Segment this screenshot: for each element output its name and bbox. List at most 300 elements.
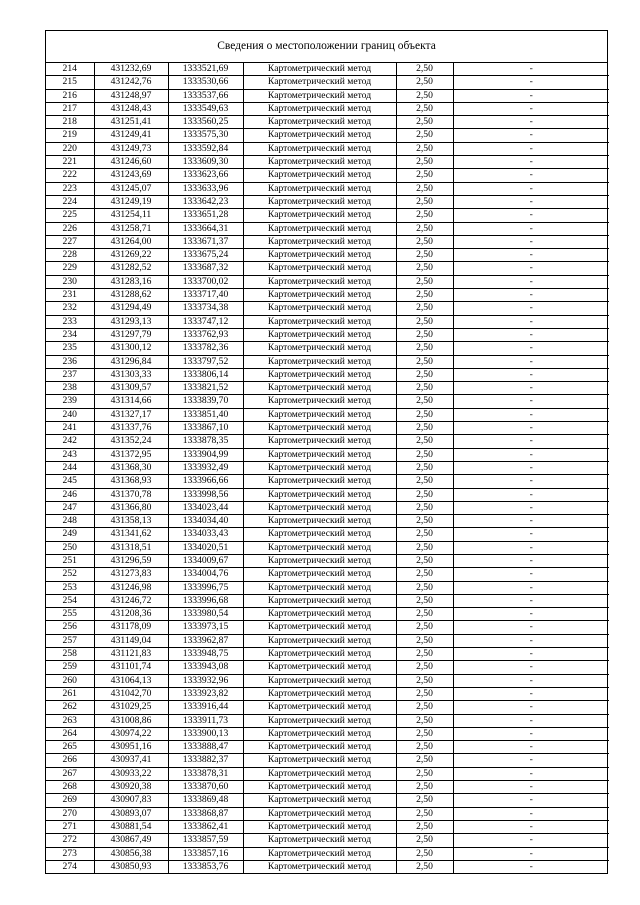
y-coordinate-cell: 1333888,47 bbox=[168, 741, 243, 754]
table-row bbox=[46, 568, 609, 581]
table-row bbox=[46, 89, 609, 102]
description-cell: - bbox=[453, 834, 609, 847]
x-coordinate-cell: 431042,70 bbox=[94, 687, 168, 700]
accuracy-cell: 2,50 bbox=[396, 222, 453, 235]
x-coordinate-cell: 431370,78 bbox=[94, 488, 168, 501]
accuracy-cell: 2,50 bbox=[396, 102, 453, 115]
x-coordinate-cell: 430850,93 bbox=[94, 860, 168, 873]
accuracy-cell: 2,50 bbox=[396, 182, 453, 195]
y-coordinate-cell: 1333717,40 bbox=[168, 289, 243, 302]
x-coordinate-cell: 430937,41 bbox=[94, 754, 168, 767]
point-number-cell: 257 bbox=[46, 634, 94, 647]
accuracy-cell: 2,50 bbox=[396, 461, 453, 474]
x-coordinate-cell: 431352,24 bbox=[94, 435, 168, 448]
description-cell: - bbox=[453, 608, 609, 621]
method-cell: Картометрический метод bbox=[243, 714, 396, 727]
point-number-cell: 258 bbox=[46, 648, 94, 661]
table-row bbox=[46, 395, 609, 408]
point-number-cell: 261 bbox=[46, 687, 94, 700]
x-coordinate-cell: 431296,59 bbox=[94, 554, 168, 567]
point-number-cell: 246 bbox=[46, 488, 94, 501]
accuracy-cell: 2,50 bbox=[396, 302, 453, 315]
accuracy-cell: 2,50 bbox=[396, 687, 453, 700]
accuracy-cell: 2,50 bbox=[396, 116, 453, 129]
y-coordinate-cell: 1334034,40 bbox=[168, 515, 243, 528]
table-row bbox=[46, 182, 609, 195]
point-number-cell: 265 bbox=[46, 741, 94, 754]
point-number-cell: 262 bbox=[46, 701, 94, 714]
x-coordinate-cell: 430933,22 bbox=[94, 767, 168, 780]
point-number-cell: 237 bbox=[46, 368, 94, 381]
document-title: Сведения о местоположении границ объекта bbox=[46, 31, 607, 63]
description-cell: - bbox=[453, 142, 609, 155]
accuracy-cell: 2,50 bbox=[396, 515, 453, 528]
description-cell: - bbox=[453, 328, 609, 341]
point-number-cell: 250 bbox=[46, 541, 94, 554]
point-number-cell: 266 bbox=[46, 754, 94, 767]
table-row bbox=[46, 807, 609, 820]
description-cell: - bbox=[453, 581, 609, 594]
table-row bbox=[46, 435, 609, 448]
method-cell: Картометрический метод bbox=[243, 102, 396, 115]
x-coordinate-cell: 430951,16 bbox=[94, 741, 168, 754]
method-cell: Картометрический метод bbox=[243, 754, 396, 767]
table-row bbox=[46, 661, 609, 674]
table-row bbox=[46, 275, 609, 288]
table-row bbox=[46, 302, 609, 315]
accuracy-cell: 2,50 bbox=[396, 435, 453, 448]
table-row bbox=[46, 408, 609, 421]
accuracy-cell: 2,50 bbox=[396, 235, 453, 248]
method-cell: Картометрический метод bbox=[243, 501, 396, 514]
x-coordinate-cell: 431293,13 bbox=[94, 315, 168, 328]
method-cell: Картометрический метод bbox=[243, 554, 396, 567]
method-cell: Картометрический метод bbox=[243, 355, 396, 368]
table-row bbox=[46, 209, 609, 222]
method-cell: Картометрический метод bbox=[243, 568, 396, 581]
y-coordinate-cell: 1333651,28 bbox=[168, 209, 243, 222]
table-row bbox=[46, 102, 609, 115]
y-coordinate-cell: 1333857,16 bbox=[168, 847, 243, 860]
accuracy-cell: 2,50 bbox=[396, 76, 453, 89]
method-cell: Картометрический метод bbox=[243, 741, 396, 754]
method-cell: Картометрический метод bbox=[243, 834, 396, 847]
table-row bbox=[46, 860, 609, 873]
x-coordinate-cell: 431314,66 bbox=[94, 395, 168, 408]
point-number-cell: 236 bbox=[46, 355, 94, 368]
x-coordinate-cell: 431232,69 bbox=[94, 63, 168, 76]
accuracy-cell: 2,50 bbox=[396, 156, 453, 169]
point-number-cell: 274 bbox=[46, 860, 94, 873]
table-row bbox=[46, 315, 609, 328]
description-cell: - bbox=[453, 262, 609, 275]
method-cell: Картометрический метод bbox=[243, 488, 396, 501]
point-number-cell: 243 bbox=[46, 448, 94, 461]
y-coordinate-cell: 1333870,60 bbox=[168, 781, 243, 794]
x-coordinate-cell: 431358,13 bbox=[94, 515, 168, 528]
x-coordinate-cell: 431303,33 bbox=[94, 368, 168, 381]
x-coordinate-cell: 430920,38 bbox=[94, 781, 168, 794]
y-coordinate-cell: 1333862,41 bbox=[168, 820, 243, 833]
method-cell: Картометрический метод bbox=[243, 461, 396, 474]
x-coordinate-cell: 431251,41 bbox=[94, 116, 168, 129]
table-row bbox=[46, 342, 609, 355]
method-cell: Картометрический метод bbox=[243, 475, 396, 488]
accuracy-cell: 2,50 bbox=[396, 794, 453, 807]
x-coordinate-cell: 431254,11 bbox=[94, 209, 168, 222]
y-coordinate-cell: 1333734,38 bbox=[168, 302, 243, 315]
x-coordinate-cell: 431273,83 bbox=[94, 568, 168, 581]
method-cell: Картометрический метод bbox=[243, 701, 396, 714]
point-number-cell: 249 bbox=[46, 528, 94, 541]
point-number-cell: 238 bbox=[46, 382, 94, 395]
table-row bbox=[46, 222, 609, 235]
table-row bbox=[46, 355, 609, 368]
table-row bbox=[46, 847, 609, 860]
x-coordinate-cell: 431368,93 bbox=[94, 475, 168, 488]
y-coordinate-cell: 1333821,52 bbox=[168, 382, 243, 395]
y-coordinate-cell: 1334009,67 bbox=[168, 554, 243, 567]
method-cell: Картометрический метод bbox=[243, 76, 396, 89]
accuracy-cell: 2,50 bbox=[396, 342, 453, 355]
accuracy-cell: 2,50 bbox=[396, 275, 453, 288]
y-coordinate-cell: 1333675,24 bbox=[168, 249, 243, 262]
method-cell: Картометрический метод bbox=[243, 528, 396, 541]
point-number-cell: 225 bbox=[46, 209, 94, 222]
accuracy-cell: 2,50 bbox=[396, 754, 453, 767]
point-number-cell: 260 bbox=[46, 674, 94, 687]
y-coordinate-cell: 1333867,10 bbox=[168, 422, 243, 435]
description-cell: - bbox=[453, 408, 609, 421]
y-coordinate-cell: 1333998,56 bbox=[168, 488, 243, 501]
description-cell: - bbox=[453, 674, 609, 687]
method-cell: Картометрический метод bbox=[243, 328, 396, 341]
y-coordinate-cell: 1333900,13 bbox=[168, 727, 243, 740]
method-cell: Картометрический метод bbox=[243, 594, 396, 607]
method-cell: Картометрический метод bbox=[243, 249, 396, 262]
y-coordinate-cell: 1333980,54 bbox=[168, 608, 243, 621]
point-number-cell: 254 bbox=[46, 594, 94, 607]
accuracy-cell: 2,50 bbox=[396, 608, 453, 621]
point-number-cell: 239 bbox=[46, 395, 94, 408]
accuracy-cell: 2,50 bbox=[396, 741, 453, 754]
point-number-cell: 229 bbox=[46, 262, 94, 275]
table-row bbox=[46, 235, 609, 248]
accuracy-cell: 2,50 bbox=[396, 142, 453, 155]
description-cell: - bbox=[453, 754, 609, 767]
accuracy-cell: 2,50 bbox=[396, 528, 453, 541]
accuracy-cell: 2,50 bbox=[396, 368, 453, 381]
point-number-cell: 268 bbox=[46, 781, 94, 794]
method-cell: Картометрический метод bbox=[243, 262, 396, 275]
method-cell: Картометрический метод bbox=[243, 209, 396, 222]
y-coordinate-cell: 1333996,68 bbox=[168, 594, 243, 607]
table-row bbox=[46, 767, 609, 780]
x-coordinate-cell: 431246,60 bbox=[94, 156, 168, 169]
table-row bbox=[46, 169, 609, 182]
table-row bbox=[46, 634, 609, 647]
y-coordinate-cell: 1333575,30 bbox=[168, 129, 243, 142]
accuracy-cell: 2,50 bbox=[396, 581, 453, 594]
accuracy-cell: 2,50 bbox=[396, 408, 453, 421]
description-cell: - bbox=[453, 422, 609, 435]
table-row bbox=[46, 142, 609, 155]
method-cell: Картометрический метод bbox=[243, 794, 396, 807]
accuracy-cell: 2,50 bbox=[396, 89, 453, 102]
table-row bbox=[46, 116, 609, 129]
table-row bbox=[46, 594, 609, 607]
description-cell: - bbox=[453, 156, 609, 169]
description-cell: - bbox=[453, 687, 609, 700]
method-cell: Картометрический метод bbox=[243, 63, 396, 76]
y-coordinate-cell: 1333882,37 bbox=[168, 754, 243, 767]
accuracy-cell: 2,50 bbox=[396, 209, 453, 222]
x-coordinate-cell: 430881,54 bbox=[94, 820, 168, 833]
x-coordinate-cell: 431246,72 bbox=[94, 594, 168, 607]
accuracy-cell: 2,50 bbox=[396, 169, 453, 182]
description-cell: - bbox=[453, 568, 609, 581]
point-number-cell: 226 bbox=[46, 222, 94, 235]
x-coordinate-cell: 431121,83 bbox=[94, 648, 168, 661]
description-cell: - bbox=[453, 116, 609, 129]
x-coordinate-cell: 431248,43 bbox=[94, 102, 168, 115]
method-cell: Картометрический метод bbox=[243, 116, 396, 129]
x-coordinate-cell: 431178,09 bbox=[94, 621, 168, 634]
description-cell: - bbox=[453, 488, 609, 501]
table-row bbox=[46, 129, 609, 142]
x-coordinate-cell: 431249,19 bbox=[94, 195, 168, 208]
accuracy-cell: 2,50 bbox=[396, 315, 453, 328]
x-coordinate-cell: 431300,12 bbox=[94, 342, 168, 355]
y-coordinate-cell: 1333664,31 bbox=[168, 222, 243, 235]
y-coordinate-cell: 1333923,82 bbox=[168, 687, 243, 700]
boundary-coordinates-document bbox=[45, 30, 608, 874]
accuracy-cell: 2,50 bbox=[396, 648, 453, 661]
table-row bbox=[46, 289, 609, 302]
x-coordinate-cell: 430856,38 bbox=[94, 847, 168, 860]
x-coordinate-cell: 431248,97 bbox=[94, 89, 168, 102]
y-coordinate-cell: 1333932,96 bbox=[168, 674, 243, 687]
table-row bbox=[46, 488, 609, 501]
accuracy-cell: 2,50 bbox=[396, 422, 453, 435]
table-row bbox=[46, 76, 609, 89]
table-row bbox=[46, 701, 609, 714]
y-coordinate-cell: 1334023,44 bbox=[168, 501, 243, 514]
y-coordinate-cell: 1333943,08 bbox=[168, 661, 243, 674]
description-cell: - bbox=[453, 382, 609, 395]
table-row bbox=[46, 195, 609, 208]
y-coordinate-cell: 1333996,75 bbox=[168, 581, 243, 594]
accuracy-cell: 2,50 bbox=[396, 395, 453, 408]
x-coordinate-cell: 431283,16 bbox=[94, 275, 168, 288]
description-cell: - bbox=[453, 89, 609, 102]
table-row bbox=[46, 528, 609, 541]
y-coordinate-cell: 1334004,76 bbox=[168, 568, 243, 581]
table-row bbox=[46, 581, 609, 594]
table-row bbox=[46, 63, 609, 76]
y-coordinate-cell: 1333537,66 bbox=[168, 89, 243, 102]
table-row bbox=[46, 608, 609, 621]
description-cell: - bbox=[453, 767, 609, 780]
point-number-cell: 215 bbox=[46, 76, 94, 89]
description-cell: - bbox=[453, 169, 609, 182]
method-cell: Картометрический метод bbox=[243, 408, 396, 421]
point-number-cell: 231 bbox=[46, 289, 94, 302]
accuracy-cell: 2,50 bbox=[396, 634, 453, 647]
method-cell: Картометрический метод bbox=[243, 674, 396, 687]
y-coordinate-cell: 1333851,40 bbox=[168, 408, 243, 421]
x-coordinate-cell: 431366,80 bbox=[94, 501, 168, 514]
description-cell: - bbox=[453, 235, 609, 248]
table-row bbox=[46, 541, 609, 554]
x-coordinate-cell: 431318,51 bbox=[94, 541, 168, 554]
x-coordinate-cell: 431029,25 bbox=[94, 701, 168, 714]
table-row bbox=[46, 674, 609, 687]
y-coordinate-cell: 1333671,37 bbox=[168, 235, 243, 248]
description-cell: - bbox=[453, 515, 609, 528]
y-coordinate-cell: 1333762,93 bbox=[168, 328, 243, 341]
point-number-cell: 269 bbox=[46, 794, 94, 807]
y-coordinate-cell: 1333878,31 bbox=[168, 767, 243, 780]
table-row bbox=[46, 794, 609, 807]
method-cell: Картометрический метод bbox=[243, 222, 396, 235]
point-number-cell: 256 bbox=[46, 621, 94, 634]
method-cell: Картометрический метод bbox=[243, 820, 396, 833]
y-coordinate-cell: 1333911,73 bbox=[168, 714, 243, 727]
method-cell: Картометрический метод bbox=[243, 302, 396, 315]
point-number-cell: 272 bbox=[46, 834, 94, 847]
description-cell: - bbox=[453, 648, 609, 661]
accuracy-cell: 2,50 bbox=[396, 501, 453, 514]
point-number-cell: 235 bbox=[46, 342, 94, 355]
accuracy-cell: 2,50 bbox=[396, 847, 453, 860]
table-row bbox=[46, 687, 609, 700]
accuracy-cell: 2,50 bbox=[396, 448, 453, 461]
description-cell: - bbox=[453, 435, 609, 448]
point-number-cell: 219 bbox=[46, 129, 94, 142]
y-coordinate-cell: 1333797,52 bbox=[168, 355, 243, 368]
point-number-cell: 273 bbox=[46, 847, 94, 860]
method-cell: Картометрический метод bbox=[243, 661, 396, 674]
description-cell: - bbox=[453, 594, 609, 607]
table-row bbox=[46, 727, 609, 740]
table-row bbox=[46, 382, 609, 395]
y-coordinate-cell: 1333932,49 bbox=[168, 461, 243, 474]
y-coordinate-cell: 1333853,76 bbox=[168, 860, 243, 873]
point-number-cell: 221 bbox=[46, 156, 94, 169]
description-cell: - bbox=[453, 222, 609, 235]
y-coordinate-cell: 1333633,96 bbox=[168, 182, 243, 195]
x-coordinate-cell: 431294,49 bbox=[94, 302, 168, 315]
accuracy-cell: 2,50 bbox=[396, 249, 453, 262]
description-cell: - bbox=[453, 275, 609, 288]
y-coordinate-cell: 1333592,84 bbox=[168, 142, 243, 155]
point-number-cell: 244 bbox=[46, 461, 94, 474]
method-cell: Картометрический метод bbox=[243, 727, 396, 740]
method-cell: Картометрический метод bbox=[243, 289, 396, 302]
y-coordinate-cell: 1333878,35 bbox=[168, 435, 243, 448]
description-cell: - bbox=[453, 807, 609, 820]
description-cell: - bbox=[453, 342, 609, 355]
table-row bbox=[46, 461, 609, 474]
description-cell: - bbox=[453, 727, 609, 740]
method-cell: Картометрический метод bbox=[243, 156, 396, 169]
x-coordinate-cell: 431249,73 bbox=[94, 142, 168, 155]
description-cell: - bbox=[453, 182, 609, 195]
point-number-cell: 253 bbox=[46, 581, 94, 594]
method-cell: Картометрический метод bbox=[243, 634, 396, 647]
method-cell: Картометрический метод bbox=[243, 235, 396, 248]
accuracy-cell: 2,50 bbox=[396, 129, 453, 142]
point-number-cell: 270 bbox=[46, 807, 94, 820]
accuracy-cell: 2,50 bbox=[396, 661, 453, 674]
description-cell: - bbox=[453, 781, 609, 794]
y-coordinate-cell: 1333700,02 bbox=[168, 275, 243, 288]
table-row bbox=[46, 368, 609, 381]
x-coordinate-cell: 431246,98 bbox=[94, 581, 168, 594]
table-row bbox=[46, 714, 609, 727]
x-coordinate-cell: 431208,36 bbox=[94, 608, 168, 621]
point-number-cell: 240 bbox=[46, 408, 94, 421]
x-coordinate-cell: 430893,07 bbox=[94, 807, 168, 820]
y-coordinate-cell: 1333857,59 bbox=[168, 834, 243, 847]
x-coordinate-cell: 430907,83 bbox=[94, 794, 168, 807]
description-cell: - bbox=[453, 501, 609, 514]
method-cell: Картометрический метод bbox=[243, 315, 396, 328]
method-cell: Картометрический метод bbox=[243, 382, 396, 395]
y-coordinate-cell: 1333966,66 bbox=[168, 475, 243, 488]
description-cell: - bbox=[453, 368, 609, 381]
description-cell: - bbox=[453, 195, 609, 208]
method-cell: Картометрический метод bbox=[243, 368, 396, 381]
method-cell: Картометрический метод bbox=[243, 541, 396, 554]
y-coordinate-cell: 1333782,36 bbox=[168, 342, 243, 355]
y-coordinate-cell: 1333962,87 bbox=[168, 634, 243, 647]
point-number-cell: 224 bbox=[46, 195, 94, 208]
point-number-cell: 227 bbox=[46, 235, 94, 248]
description-cell: - bbox=[453, 315, 609, 328]
description-cell: - bbox=[453, 794, 609, 807]
y-coordinate-cell: 1333521,69 bbox=[168, 63, 243, 76]
table-row bbox=[46, 501, 609, 514]
method-cell: Картометрический метод bbox=[243, 581, 396, 594]
x-coordinate-cell: 430867,49 bbox=[94, 834, 168, 847]
accuracy-cell: 2,50 bbox=[396, 621, 453, 634]
description-cell: - bbox=[453, 741, 609, 754]
y-coordinate-cell: 1333904,99 bbox=[168, 448, 243, 461]
accuracy-cell: 2,50 bbox=[396, 289, 453, 302]
method-cell: Картометрический метод bbox=[243, 169, 396, 182]
accuracy-cell: 2,50 bbox=[396, 781, 453, 794]
description-cell: - bbox=[453, 621, 609, 634]
description-cell: - bbox=[453, 289, 609, 302]
x-coordinate-cell: 431297,79 bbox=[94, 328, 168, 341]
x-coordinate-cell: 431341,62 bbox=[94, 528, 168, 541]
y-coordinate-cell: 1333869,48 bbox=[168, 794, 243, 807]
point-number-cell: 241 bbox=[46, 422, 94, 435]
accuracy-cell: 2,50 bbox=[396, 195, 453, 208]
method-cell: Картометрический метод bbox=[243, 847, 396, 860]
description-cell: - bbox=[453, 395, 609, 408]
method-cell: Картометрический метод bbox=[243, 448, 396, 461]
table-row bbox=[46, 554, 609, 567]
accuracy-cell: 2,50 bbox=[396, 554, 453, 567]
point-number-cell: 228 bbox=[46, 249, 94, 262]
accuracy-cell: 2,50 bbox=[396, 382, 453, 395]
x-coordinate-cell: 431269,22 bbox=[94, 249, 168, 262]
point-number-cell: 220 bbox=[46, 142, 94, 155]
method-cell: Картометрический метод bbox=[243, 129, 396, 142]
